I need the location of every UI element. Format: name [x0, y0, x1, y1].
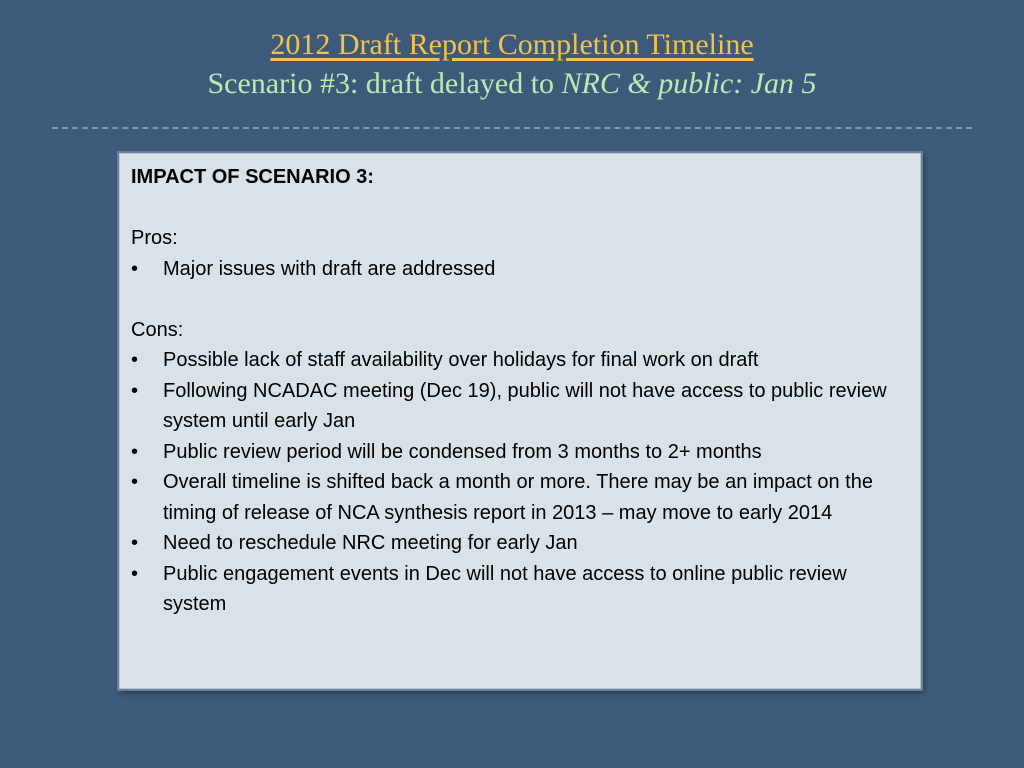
list-item [131, 559, 910, 620]
bullet-icon: • [131, 440, 139, 463]
cons-item-text: Public engagement events in Dec will not have access to online public review system [163, 562, 847, 615]
bullet-icon: • [131, 379, 139, 402]
bullet-icon: • [131, 257, 139, 280]
pros-item-text: Major issues with draft are addressed [163, 257, 496, 280]
pros-list [131, 254, 910, 285]
list-item [131, 467, 910, 528]
impact-heading: IMPACT OF SCENARIO 3: [131, 166, 374, 188]
subtitle-italic-text: NRC & public: Jan 5 [561, 67, 817, 100]
list-item [131, 345, 910, 376]
list-item [131, 437, 910, 468]
bullet-icon: • [131, 471, 139, 493]
spacer [131, 193, 910, 224]
cons-item-text: Following NCADAC meeting (Dec 19), public will not have access to public review system until early Jan [163, 379, 887, 432]
list-item [131, 254, 910, 285]
slide-header [0, 26, 1024, 104]
cons-label: Cons: [131, 318, 184, 341]
dashed-divider [52, 127, 972, 129]
subtitle-text: Scenario #3: draft delayed to [207, 67, 562, 100]
pros-label: Pros: [131, 227, 178, 249]
bullet-icon: • [131, 532, 139, 554]
cons-item-text: Possible lack of staff availability over holidays for final work on draft [163, 349, 759, 371]
cons-item-text: Public review period will be condensed from 3 months to 2+ months [163, 440, 762, 463]
cons-item-text: Need to reschedule NRC meeting for early Jan [163, 532, 578, 554]
list-item [131, 376, 910, 437]
bullet-icon: • [131, 349, 139, 371]
cons-list [131, 345, 910, 620]
slide-subtitle [0, 64, 1024, 104]
bullet-icon: • [131, 562, 139, 585]
impact-content-box [119, 153, 921, 689]
spacer [131, 284, 910, 315]
list-item [131, 528, 910, 559]
cons-item-text: Overall timeline is shifted back a month or more. There may be an impact on the timing of release of NCA synthesis report in 2013 – may move to early 2014 [163, 471, 873, 524]
slide-title-link[interactable]: 2012 Draft Report Completion Timeline [270, 28, 754, 61]
